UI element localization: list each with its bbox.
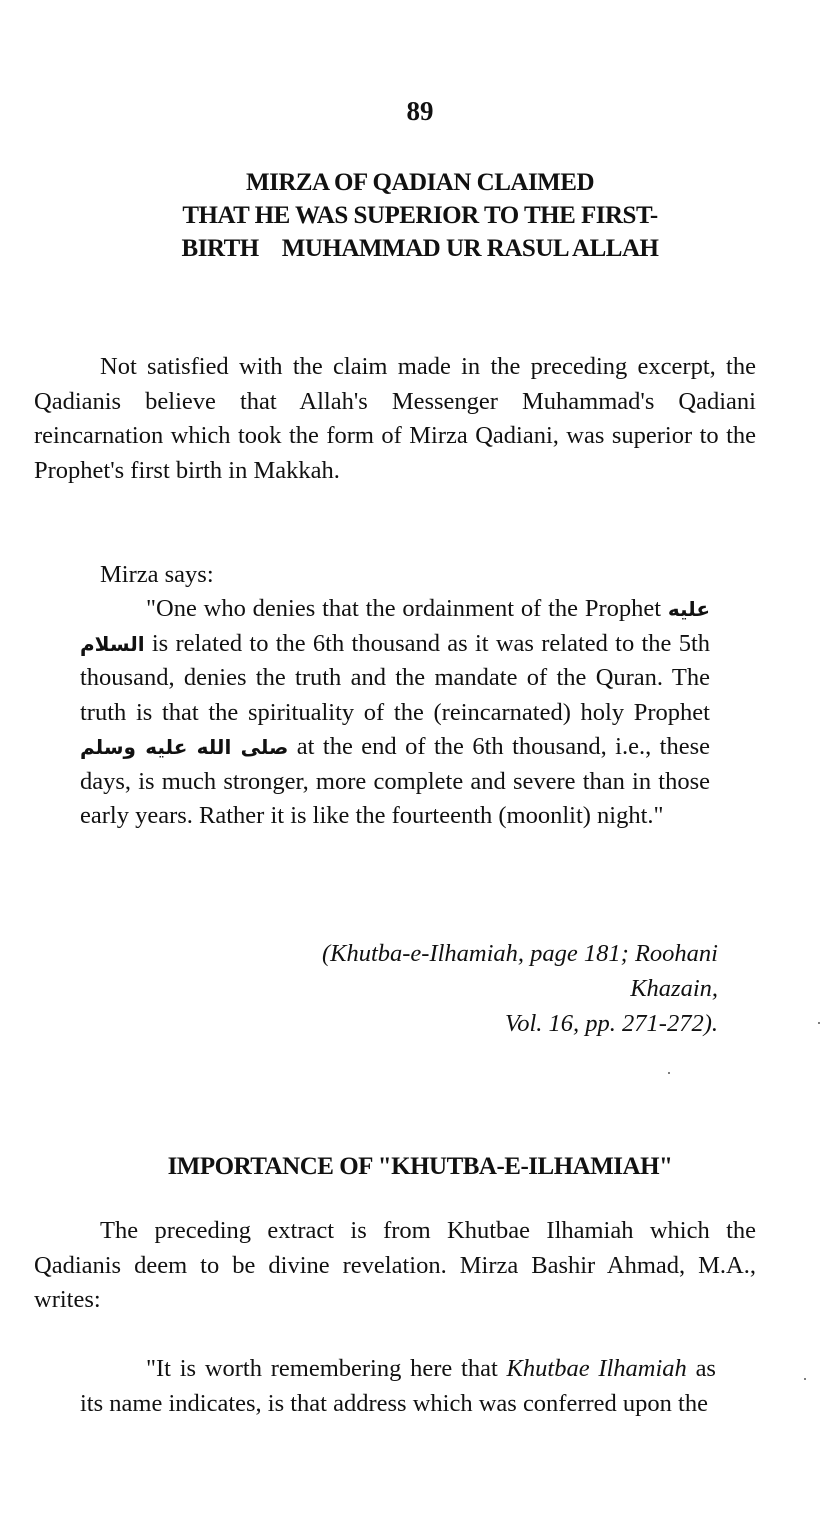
quote-text: "It is worth remembering here that: [146, 1355, 498, 1382]
citation: [158, 936, 718, 1041]
mirza-says-label: Mirza says:: [100, 561, 214, 588]
scan-speck: [804, 1378, 806, 1380]
section-paragraph: The preceding extract is from Khutbae Ilhamiah which the Qadianis deem to be divine revelation. Mirza Bashir Ahmad, M.A., writes:: [34, 1217, 756, 1313]
quote-text: as its name indicates, is that address which was conferred upon the: [80, 1355, 716, 1417]
section-title: IMPORTANCE OF "KHUTBA-E-ILHAMIAH": [167, 1153, 673, 1180]
page-number: 89: [406, 96, 434, 126]
scan-speck: [818, 1022, 820, 1024]
chapter-title-line: MIRZA OF QADIAN CLAIMED: [246, 169, 594, 196]
quote-text: "One who denies that the ordainment of the Prophet: [146, 595, 662, 622]
citation-line: Khazain,: [630, 975, 718, 1002]
quote-text: is related to the 6th thousand as it was related to the 5th thousand, denies the truth and the mandate of the Quran. The truth is that the spirituality of the (reincarnated) holy Prophet: [80, 629, 711, 726]
quote-text: at the end of the 6th thousand, i.e., these days, is much stronger, more complete and severe than in those early years. Rather it is like the fourteenth (moonlit) night.": [80, 733, 711, 829]
citation-line: (Khutba-e-Ilhamiah, page 181; Roohani: [321, 940, 718, 967]
scan-speck: [668, 1072, 670, 1074]
arabic-honorific: صلى الله عليه وسلم: [80, 735, 289, 759]
second-quote: [80, 1352, 716, 1421]
quote-block: [80, 592, 710, 834]
chapter-title-line: THAT HE WAS SUPERIOR TO THE FIRST-: [182, 202, 658, 229]
arabic-honorific: عليه السلام: [80, 597, 711, 656]
intro-paragraph: Not satisfied with the claim made in the preceding excerpt, the Qadianis believe that Allah's Messenger Muhammad's Qadiani reincarnation which took the form of Mirza Qadiani, was superior to the Prophet's first birth in Makkah.: [34, 353, 756, 484]
book-title: Khutbae Ilhamiah: [506, 1355, 687, 1382]
chapter-title: [60, 166, 780, 265]
citation-line: Vol. 16, pp. 271-272).: [505, 1010, 718, 1037]
chapter-title-line: BIRTH MUHAMMAD UR RASUL ALLAH: [181, 235, 659, 262]
